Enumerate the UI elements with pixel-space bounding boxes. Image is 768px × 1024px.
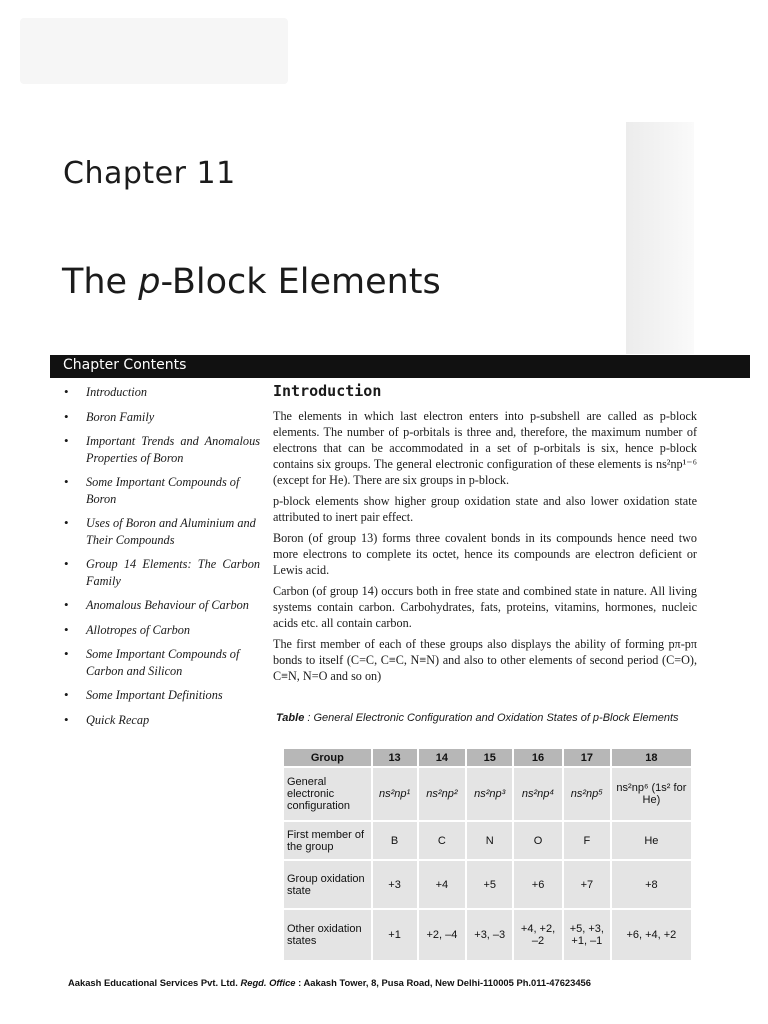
table-header-cell: 16 [513,748,563,767]
table-row [283,821,692,860]
intro-paragraph: Carbon (of group 14) occurs both in free state and combined state in nature. All living systems contain carbon. Carbohydrates, fats, proteins, vitamins, hormones, nucleic acids etc. all contain carbon. [273,584,697,630]
table-cell: +5, +3, +1, –1 [563,909,611,961]
toc-item[interactable]: • Allotropes of Carbon [64,622,260,639]
intro-paragraph: Boron (of group 13) forms three covalent bonds in its compounds hence need two more electrons to complete its octet, hence its compounds are electron deficient or Lewis acid. [273,531,697,577]
table-row [283,767,692,821]
table-caption-text: General Electronic Configuration and Oxidation States of p-Block Elements [313,712,679,724]
toc-item[interactable]: • Important Trends and Anomalous Properties of Boron [64,433,260,466]
chapter-title [62,262,441,302]
table-header-row [283,748,692,767]
page-footer [68,977,708,988]
title-p: p [138,262,161,302]
toc-item[interactable]: • Uses of Boron and Aluminium and Their Compounds [64,515,260,548]
table-row [283,909,692,961]
table-cell: ns²np¹ [372,767,418,821]
intro-paragraph: The first member of each of these groups also displays the ability of forming pπ-pπ bonds to itself (C=C, C≡C, N≡N) and also to other elements of second period (C=O), C≡N, N=O and so on) [273,637,697,683]
table-cell: ns²np² [418,767,467,821]
chapter-contents-bar [50,355,750,378]
toc-item[interactable]: • Group 14 Elements: The Carbon Family [64,556,260,589]
table-cell: N [466,821,513,860]
table-cell: +2, –4 [418,909,467,961]
table-header-cell: 18 [611,748,692,767]
table-header-cell: 14 [418,748,467,767]
table-of-contents [64,384,260,728]
table-cell: +4, +2, –2 [513,909,563,961]
table-cell: +4 [418,860,467,909]
table-cell: ns²np⁶ (1s² for He) [611,767,692,821]
row-label: General electronic configuration [283,767,372,821]
table-caption-label: Table [276,712,305,724]
table-cell: C [418,821,467,860]
row-label: First member of the group [283,821,372,860]
footer-regd-label: Regd. Office [240,977,296,988]
table-cell: +7 [563,860,611,909]
intro-paragraph: p-block elements show higher group oxidation state and also lower oxidation state attributed to inert pair effect. [273,494,697,524]
toc-item[interactable]: • Anomalous Behaviour of Carbon [64,597,260,614]
table-cell: ns²np⁵ [563,767,611,821]
table-header-cell: Group [283,748,372,767]
table-cell: +6 [513,860,563,909]
table-cell: ns²np⁴ [513,767,563,821]
table-header-cell: 17 [563,748,611,767]
table-cell: +6, +4, +2 [611,909,692,961]
toc-item[interactable]: • Some Important Compounds of Carbon and Silicon [64,646,260,679]
table-cell: +3 [372,860,418,909]
table-cell: B [372,821,418,860]
intro-paragraph: The elements in which last electron enters into p-subshell are called as p-block elements. The number of p-orbitals is three and, therefore, the maximum number of electrons that can be accommodated in a set of p-orbitals is six, hence p-block contains six groups. The general electronic configuration of these elements is ns²np¹⁻⁶ (except for He). There are six groups in p-block. [273,409,697,487]
introduction-section [273,382,697,689]
table-row [283,860,692,909]
title-prefix: The [62,262,139,302]
decorative-side-bar [626,122,694,354]
toc-item[interactable]: • Some Important Compounds of Boron [64,474,260,507]
row-label: Other oxidation states [283,909,372,961]
toc-item[interactable]: • Some Important Definitions [64,687,260,704]
chapter-contents-heading: Chapter Contents [63,357,187,373]
table-cell: +3, –3 [466,909,513,961]
table-cell: ns²np³ [466,767,513,821]
title-suffix: -Block Elements [160,262,441,302]
table-cell: +1 [372,909,418,961]
footer-address: : Aakash Tower, 8, Pusa Road, New Delhi-110005 Ph.011-47623456 [298,977,591,988]
table-cell: F [563,821,611,860]
table-cell: +8 [611,860,692,909]
introduction-heading: Introduction [273,382,382,400]
toc-item[interactable]: • Boron Family [64,409,260,426]
table-cell: O [513,821,563,860]
toc-item[interactable]: • Quick Recap [64,712,260,729]
table-cell: +5 [466,860,513,909]
header-blank-area [20,18,288,84]
table-header-cell: 15 [466,748,513,767]
row-label: Group oxidation state [283,860,372,909]
p-block-table [282,747,693,962]
toc-item[interactable]: • Introduction [64,384,260,401]
table-caption [276,711,702,725]
table-cell: He [611,821,692,860]
footer-company: Aakash Educational Services Pvt. Ltd. [68,977,238,988]
table-caption-separator: : [304,712,314,724]
chapter-label: Chapter 11 [63,156,236,191]
table-header-cell: 13 [372,748,418,767]
